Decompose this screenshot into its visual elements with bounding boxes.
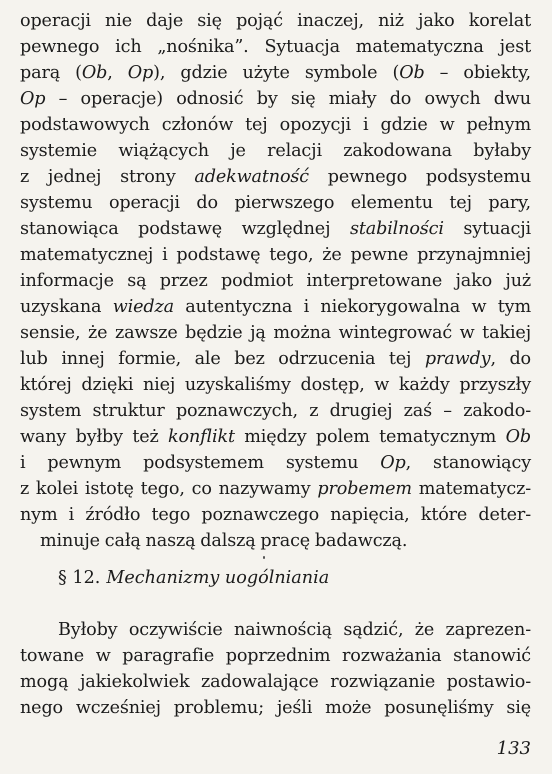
text-line: Byłoby oczywiście naiwnością sądzić, że zaprezen- (58, 620, 531, 640)
text-line: uzyskana wiedza autentyczna i niekorygowalna w tym (20, 297, 531, 317)
section-title: Mechanizmy uogólniania (106, 568, 330, 588)
text-line: nego wcześniej problemu; jeśli może posunęliśmy się (20, 698, 531, 718)
text-line: matematycznej i podstawę tego, że pewne przynajmniej (20, 245, 531, 265)
text-line: minuje całą naszą dalszą pracę badawczą. (40, 531, 408, 551)
section-number: § 12. (58, 568, 101, 588)
text-line: i pewnym podsystemem systemu Op, stanowiący (20, 453, 531, 473)
book-page (20, 0, 531, 774)
text-line: stanowiąca podstawę względnej stabilności sytuacji (20, 219, 532, 239)
text-line: z jednej strony adekwatność pewnego podsystemu (20, 167, 531, 187)
text-line: nym i źródło tego poznawczego napięcia, które deter- (20, 505, 531, 525)
text-line: systemie wiążących je relacji zakodowana byłaby (20, 141, 531, 161)
text-line: mogą jakiekolwiek zadowalające rozwiązanie postawio- (20, 672, 531, 692)
text-line: operacji nie daje się pojąć inaczej, niż jako korelat (20, 11, 531, 31)
page-number: 133 (496, 738, 531, 759)
ink-speck (263, 556, 265, 559)
text-line: system struktur poznawczych, z drugiej zaś – zakodo- (20, 401, 531, 421)
text-line: towane w paragrafie poprzednim rozważania stanowić (20, 646, 531, 666)
text-line: sensie, że zawsze będzie ją można wintegrować w takiej (20, 323, 531, 343)
section-heading (58, 565, 329, 591)
text-line: lub innej formie, ale bez odrzucenia tej prawdy, do (20, 349, 531, 369)
text-line: podstawowych członów tej opozycji i gdzie w pełnym (20, 115, 531, 135)
text-line: Op – operacje) odnosić by się miały do owych dwu (20, 89, 531, 109)
text-line: systemu operacji do pierwszego elementu tej pary, (20, 193, 531, 213)
text-line: której dzięki niej uzyskaliśmy dostęp, w każdy przyszły (20, 375, 531, 395)
text-line: wany byłby też konflikt między polem tematycznym Ob (20, 427, 531, 447)
text-line: z kolei istotę tego, co nazywamy probemem matematycz- (20, 479, 531, 499)
text-line: parą (Ob, Op), gdzie użyte symbole (Ob – obiekty, (20, 63, 531, 83)
text-line: pewnego ich „nośnika”. Sytuacja matematyczna jest (20, 37, 531, 57)
text-line: informacje są przez podmiot interpretowane jako już (20, 271, 531, 291)
